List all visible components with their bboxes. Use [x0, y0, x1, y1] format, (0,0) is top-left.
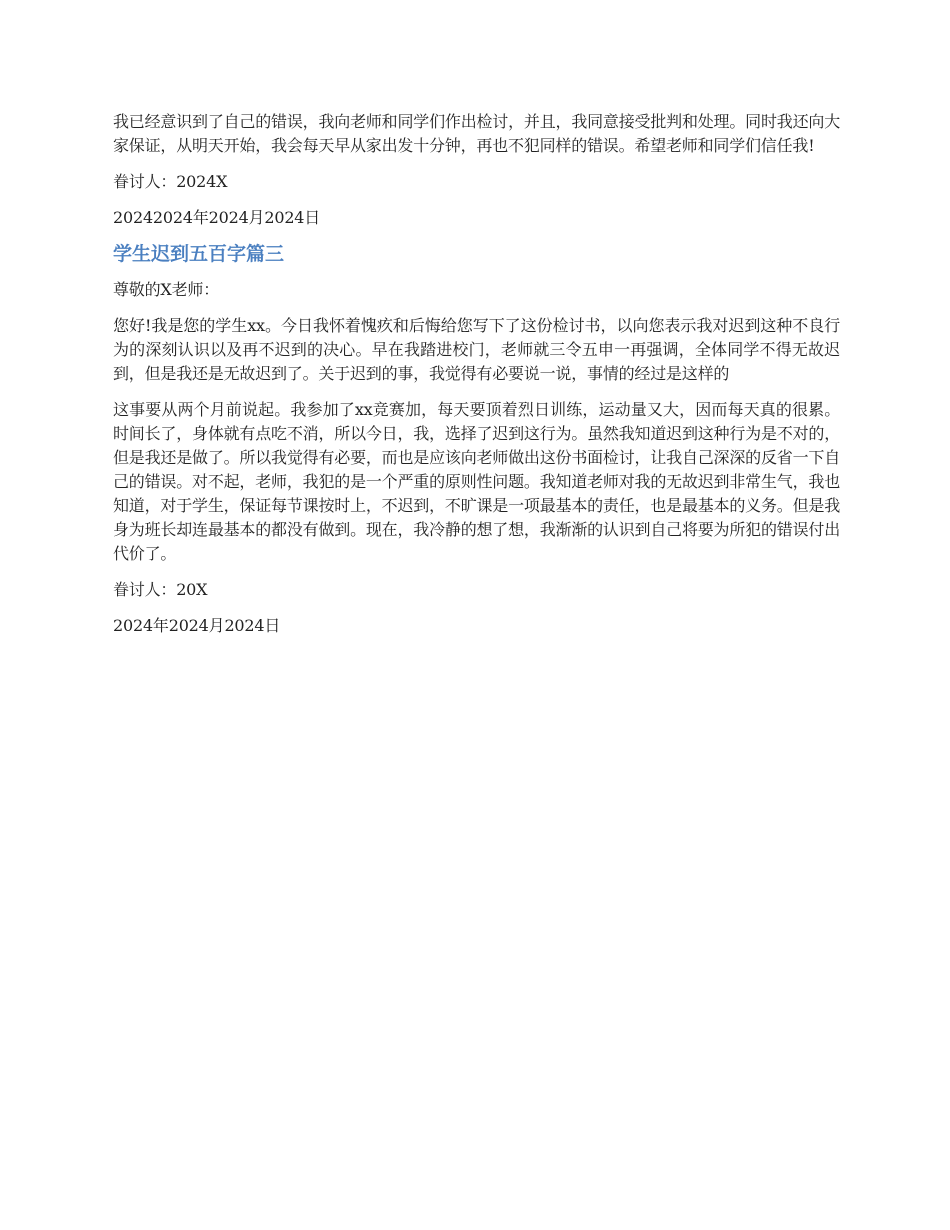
paragraph-intro: 您好!我是您的学生xx。今日我怀着愧疚和后悔给您写下了这份检讨书，以向您表示我对迟到这种不良行为的深刻认识以及再不迟到的决心。早在我踏进校门，老师就三令五申一再强调，全体同学不得无故迟到，但是我还是无故迟到了。关于迟到的事，我觉得有必要说一说，事情的经过是这样的	[113, 316, 840, 383]
date-line: 20242024年2024月2024日	[113, 208, 321, 227]
paragraph-apology-conclusion: 我已经意识到了自己的错误，我向老师和同学们作出检讨，并且，我同意接受批判和处理。同时我还向大家保证，从明天开始，我会每天早从家出发十分钟，再也不犯同样的错误。希望老师和同学们信任我!	[113, 112, 840, 155]
salutation: 尊敬的X老师：	[113, 280, 219, 299]
signature-line: 眷讨人：20X	[113, 580, 208, 599]
document-body	[113, 110, 840, 638]
signature-line: 眷讨人：2024X	[113, 172, 228, 191]
date-line: 2024年2024月2024日	[113, 616, 281, 635]
section-heading: 学生迟到五百字篇三	[113, 243, 285, 265]
paragraph-explanation: 这事要从两个月前说起。我参加了xx竞赛加，每天要顶着烈日训练，运动量又大，因而每天真的很累。时间长了，身体就有点吃不消，所以今日，我，选择了迟到这行为。虽然我知道迟到这种行为是不对的，但是我还是做了。所以我觉得有必要，而也是应该向老师做出这份书面检讨，让我自己深深的反省一下自己的错误。对不起，老师，我犯的是一个严重的原则性问题。我知道老师对我的无故迟到非常生气，我也知道，对于学生，保证每节课按时上，不迟到，不旷课是一项最基本的责任，也是最基本的义务。但是我身为班长却连最基本的都没有做到。现在，我冷静的想了想，我渐渐的认识到自己将要为所犯的错误付出代价了。	[113, 400, 840, 563]
